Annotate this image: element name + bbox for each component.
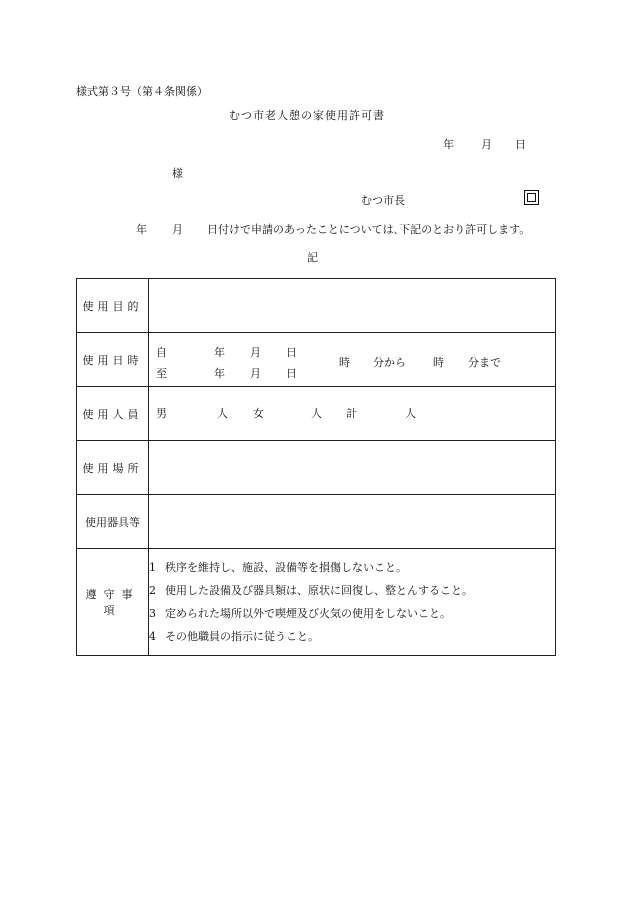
table-row-rules — [77, 549, 556, 656]
rule-text: 使用した設備及び器具類は、原状に回復し、整とんすること。 — [165, 584, 473, 597]
table-row-purpose — [77, 279, 556, 333]
form-number: 様式第３号（第４条関係） — [76, 85, 208, 98]
people-total-unit: 人 — [405, 407, 416, 420]
table-row-people — [77, 387, 556, 441]
people-total: 計 — [346, 407, 357, 420]
datetime-to-month: 月 — [250, 367, 261, 380]
list-item — [149, 556, 555, 579]
equipment-label: 使用器具等 — [85, 515, 140, 529]
date-year-label: 年 — [443, 138, 454, 151]
datetime-from: 自 — [156, 346, 167, 359]
datetime-to-day: 日 — [286, 367, 297, 380]
rule-number: 4 — [149, 630, 156, 643]
datetime-label: 使用日時 — [82, 353, 143, 367]
datetime-to-year: 年 — [214, 367, 225, 380]
rules-label: 遵守事項 — [85, 588, 140, 617]
rule-number: 2 — [149, 584, 156, 597]
place-label-cell — [77, 441, 149, 495]
addressee-suffix: 様 — [172, 167, 183, 180]
people-female-unit: 人 — [311, 407, 322, 420]
rule-text: その他職員の指示に従うこと。 — [165, 630, 319, 643]
datetime-to: 至 — [156, 367, 167, 380]
table-row-equipment — [77, 495, 556, 549]
datetime-value-cell[interactable] — [149, 333, 556, 387]
people-male: 男 — [156, 407, 167, 420]
place-value-cell[interactable] — [149, 441, 556, 495]
datetime-end-minute: 分まで — [468, 356, 501, 369]
datetime-start-hour: 時 — [339, 356, 350, 369]
rule-number: 1 — [149, 561, 156, 574]
equipment-value-cell[interactable] — [149, 495, 556, 549]
rules-value-cell — [149, 549, 556, 656]
datetime-from-day: 日 — [286, 346, 297, 359]
date-day-label: 日 — [515, 138, 526, 151]
issuer-name: むつ市長 — [361, 194, 405, 207]
ki-heading: 記 — [307, 251, 318, 264]
datetime-end-hour: 時 — [433, 356, 444, 369]
list-item — [149, 625, 555, 648]
intro-year-label: 年 — [136, 223, 147, 236]
table-row-place — [77, 441, 556, 495]
page-title: むつ市老人憩の家使用許可書 — [229, 109, 385, 122]
people-male-unit: 人 — [217, 407, 228, 420]
table-row-datetime — [77, 333, 556, 387]
rule-number: 3 — [149, 607, 156, 620]
datetime-start-minute: 分から — [373, 356, 406, 369]
list-item — [149, 602, 555, 625]
people-label-cell — [77, 387, 149, 441]
datetime-from-year: 年 — [214, 346, 225, 359]
list-item — [149, 579, 555, 602]
seal-mark-icon — [524, 190, 539, 205]
rule-text: 秩序を維持し、施設、設備等を損傷しないこと。 — [165, 561, 407, 574]
people-value-cell[interactable] — [149, 387, 556, 441]
place-label: 使用場所 — [82, 461, 143, 475]
purpose-label: 使用目的 — [82, 299, 143, 313]
datetime-from-month: 月 — [250, 346, 261, 359]
rule-text: 定められた場所以外で喫煙及び火気の使用をしないこと。 — [165, 607, 451, 620]
datetime-label-cell — [77, 333, 149, 387]
date-month-label: 月 — [481, 138, 492, 151]
permit-table — [76, 278, 556, 656]
intro-text: 日付けで申請のあったことについては､下記のとおり許可します。 — [207, 223, 531, 236]
people-female: 女 — [253, 407, 264, 420]
purpose-label-cell — [77, 279, 149, 333]
people-label: 使用人員 — [82, 407, 143, 421]
purpose-value-cell[interactable] — [149, 279, 556, 333]
equipment-label-cell — [77, 495, 149, 549]
intro-month-label: 月 — [172, 223, 183, 236]
rules-label-cell — [77, 549, 149, 656]
